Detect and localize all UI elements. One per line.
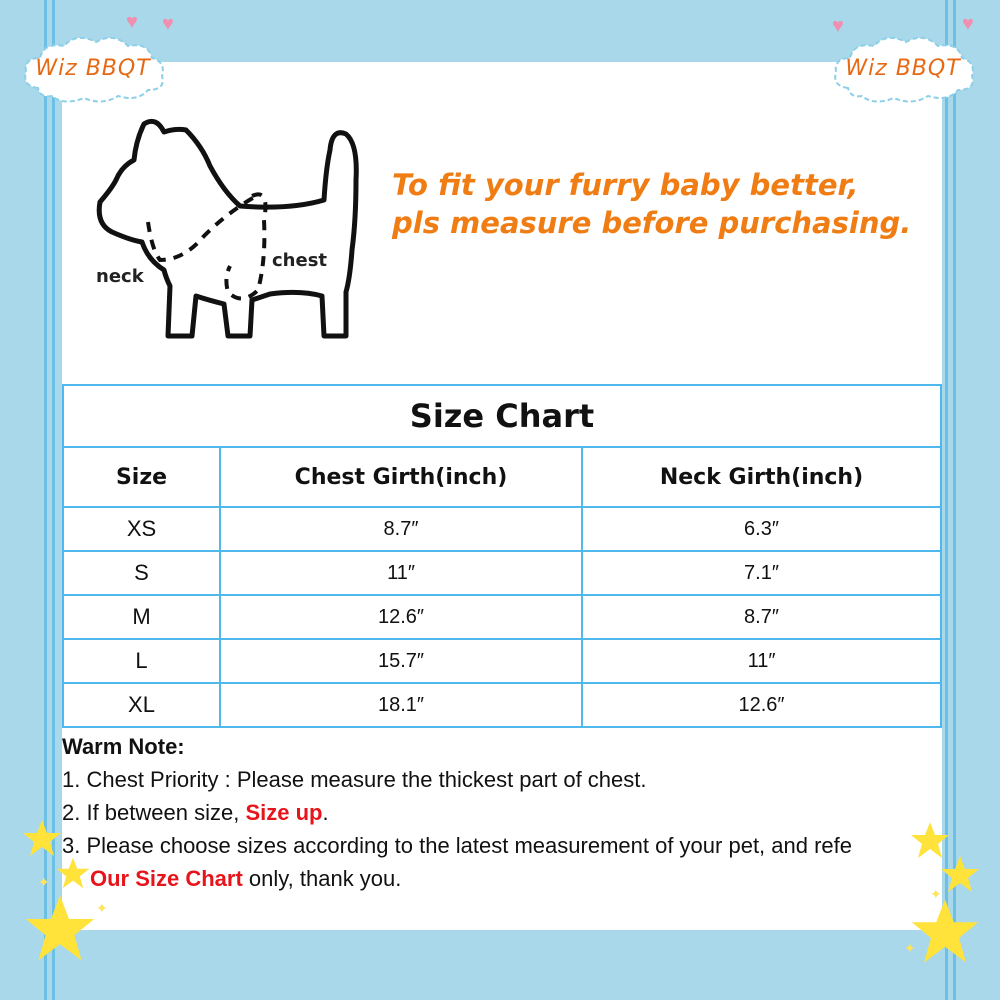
chest-cell: 11″ — [220, 551, 582, 595]
sparkle-icon: ✦ — [904, 940, 916, 956]
size-chart-table — [62, 384, 942, 728]
size-cell: XL — [63, 683, 220, 727]
column-header-chest: Chest Girth(inch) — [220, 447, 582, 507]
warm-note-item-4 — [62, 862, 942, 895]
star-icon — [22, 818, 62, 858]
neck-cell: 11″ — [582, 639, 941, 683]
dog-outline-icon — [90, 110, 380, 350]
size-cell: M — [63, 595, 220, 639]
size-cell: L — [63, 639, 220, 683]
warm-note-item-3: 3. Please choose sizes according to the latest measurement of your pet, and refe — [62, 833, 853, 858]
warm-note-item-2 — [62, 796, 942, 829]
sparkle-icon: ✦ — [930, 886, 942, 902]
brand-logo-text: Wiz BBQT — [845, 56, 961, 81]
measure-headline — [392, 166, 911, 242]
table-row — [63, 507, 941, 551]
brand-logo-left — [18, 28, 168, 108]
size-up-highlight: Size up — [245, 800, 323, 825]
star-icon — [56, 856, 90, 890]
heart-icon: ♥ — [962, 13, 974, 35]
warm-note — [62, 730, 942, 895]
table-row — [63, 551, 941, 595]
neck-cell: 12.6″ — [582, 683, 941, 727]
size-chart-title: Size Chart — [63, 385, 941, 447]
heart-icon: ♥ — [832, 15, 844, 37]
table-row — [63, 683, 941, 727]
warm-note-title: Warm Note: — [62, 734, 185, 759]
neck-label: neck — [96, 266, 144, 287]
brand-logo-right — [828, 28, 978, 108]
warm-note-item-2-text: 2. If between size, — [62, 800, 246, 825]
brand-logo-text: Wiz BBQT — [35, 56, 151, 81]
size-cell: S — [63, 551, 220, 595]
column-header-neck: Neck Girth(inch) — [582, 447, 941, 507]
neck-cell: 8.7″ — [582, 595, 941, 639]
warm-note-item-2-end: . — [322, 800, 329, 825]
frame-line — [953, 0, 956, 1000]
star-icon — [910, 896, 980, 966]
sparkle-icon: ✦ — [96, 900, 108, 916]
chest-cell: 15.7″ — [220, 639, 582, 683]
headline-line-1: To fit your furry baby better, — [392, 168, 859, 202]
headline-line-2: pls measure before purchasing. — [392, 206, 912, 240]
neck-cell: 6.3″ — [582, 507, 941, 551]
heart-icon: ♥ — [126, 11, 138, 33]
sparkle-icon: ✦ — [38, 874, 50, 890]
chest-label: chest — [272, 250, 328, 271]
column-header-size: Size — [63, 447, 220, 507]
chest-cell: 18.1″ — [220, 683, 582, 727]
warm-note-item-4-text: only, thank you. — [242, 866, 402, 891]
star-icon — [940, 854, 980, 894]
size-cell: XS — [63, 507, 220, 551]
table-row — [63, 595, 941, 639]
size-chart-highlight: Our Size Chart — [90, 866, 243, 891]
table-row — [63, 639, 941, 683]
chest-cell: 12.6″ — [220, 595, 582, 639]
neck-cell: 7.1″ — [582, 551, 941, 595]
chest-cell: 8.7″ — [220, 507, 582, 551]
star-icon — [24, 892, 96, 964]
heart-icon: ♥ — [162, 13, 174, 35]
warm-note-item-1: 1. Chest Priority : Please measure the thickest part of chest. — [62, 767, 647, 792]
